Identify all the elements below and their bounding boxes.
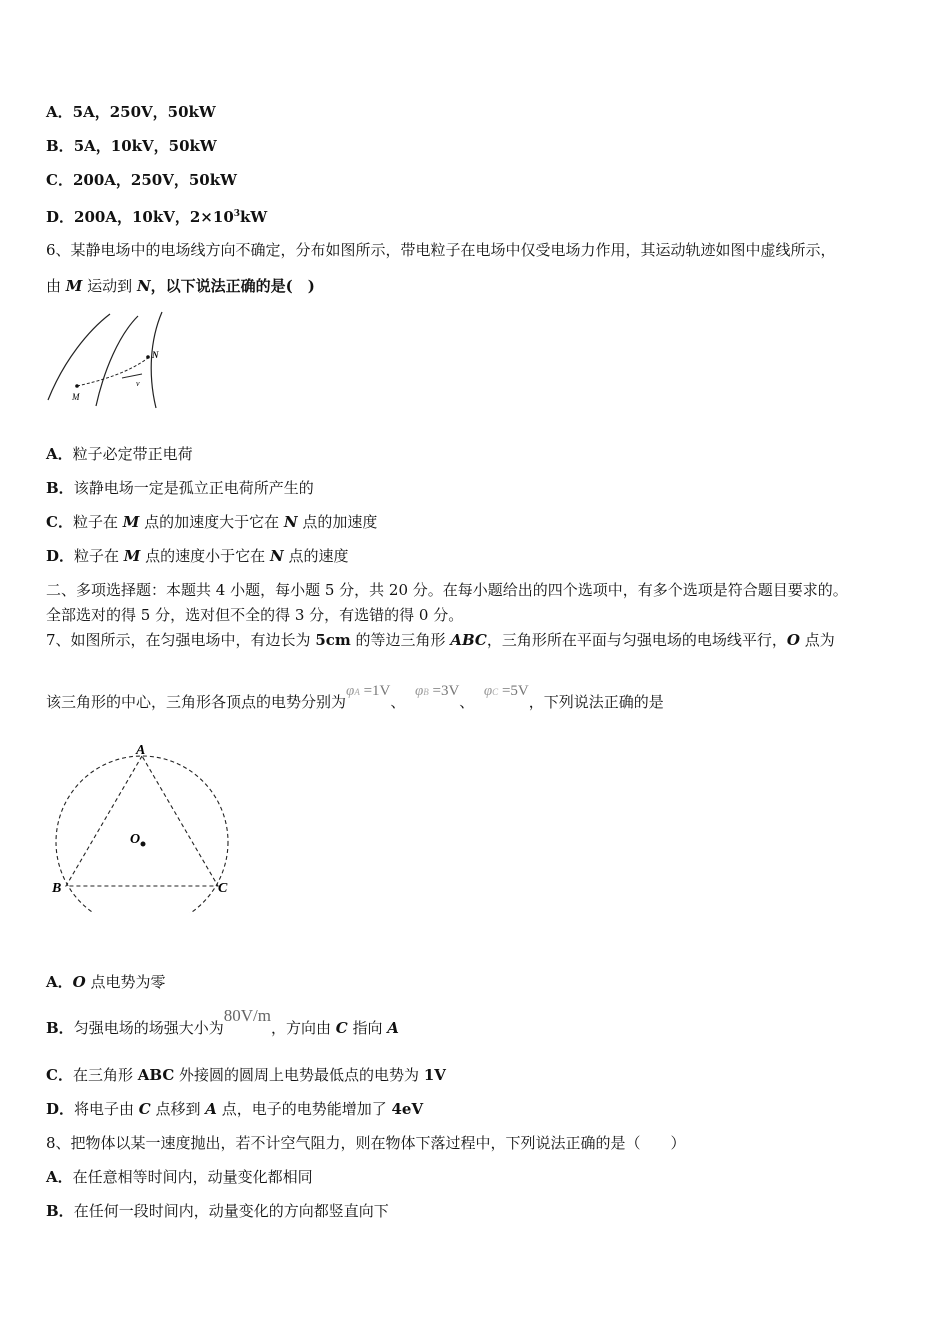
point-a: A bbox=[205, 1100, 217, 1118]
phi-value: =3V bbox=[432, 683, 460, 699]
point-c: C bbox=[138, 1100, 151, 1118]
text: 在三角形 bbox=[72, 1066, 138, 1084]
phi-sub: A bbox=[354, 687, 360, 697]
text: 点的加速度 bbox=[297, 513, 378, 531]
triangle-name: ABC bbox=[137, 1066, 175, 1084]
option-label: A． bbox=[46, 973, 73, 991]
center-o-dot bbox=[141, 842, 146, 847]
text: 该三角形的中心，三角形各顶点的电势分别为 bbox=[46, 693, 347, 711]
triangle-abc bbox=[66, 756, 218, 886]
q7-option-b bbox=[46, 1006, 399, 1038]
text: 点的加速度大于它在 bbox=[139, 513, 284, 531]
phi-sub: B bbox=[423, 687, 429, 697]
q5-option-c bbox=[46, 170, 237, 190]
option-label: A． bbox=[46, 445, 73, 463]
q5-option-b bbox=[46, 136, 217, 156]
phi-symbol: φ bbox=[483, 683, 493, 699]
text: 点的速度 bbox=[283, 547, 349, 565]
text: 粒子在 bbox=[74, 547, 124, 565]
text: 点的速度小于它在 bbox=[140, 547, 270, 565]
option-text: 粒子必定带正电荷 bbox=[72, 445, 193, 463]
phi-value: =1V bbox=[363, 683, 391, 699]
phi-symbol: φ bbox=[346, 683, 355, 699]
label-n: N bbox=[152, 350, 159, 360]
point-n: N bbox=[136, 277, 151, 295]
option-text: 5A，250V，50kW bbox=[72, 103, 216, 121]
option-label: C． bbox=[46, 1066, 73, 1084]
superscript: 3 bbox=[233, 209, 241, 219]
separator: 、 bbox=[390, 693, 406, 711]
circumcircle bbox=[56, 756, 228, 913]
q8-stem: 8、把物体以某一速度抛出，若不计空气阻力，则在物体下落过程中，下列说法正确的是（ ） bbox=[46, 1134, 686, 1152]
option-text: 该静电场一定是孤立正电荷所产生的 bbox=[73, 479, 314, 497]
point-m-dot bbox=[75, 384, 79, 388]
point-m: M bbox=[65, 277, 83, 295]
text: 匀强电场的场强大小为 bbox=[73, 1019, 224, 1037]
text: 指向 bbox=[347, 1019, 388, 1037]
q7-option-a bbox=[46, 972, 166, 992]
q6-field-figure bbox=[44, 310, 174, 410]
text: 外接圆的圆周上电势最低点的电势为 bbox=[174, 1066, 424, 1084]
option-label: C． bbox=[46, 513, 73, 531]
text: 点移到 bbox=[150, 1100, 206, 1118]
label-a: A bbox=[136, 743, 146, 758]
phi-value: =5V bbox=[501, 683, 529, 699]
section2-line2: 全部选对的得 5 分，选对但不全的得 3 分，有选错的得 0 分。 bbox=[46, 606, 464, 624]
label-b: B bbox=[52, 881, 62, 896]
label-m: M bbox=[72, 392, 80, 402]
phi-b-formula bbox=[415, 681, 459, 702]
point-m: M bbox=[123, 547, 141, 565]
option-text: 点电势为零 bbox=[85, 973, 166, 991]
option-text: 在任何一段时间内，动量变化的方向都竖直向下 bbox=[73, 1202, 389, 1220]
text: ，以下说法正确的是( ) bbox=[150, 277, 315, 295]
q5-option-a bbox=[46, 102, 216, 122]
text: 由 bbox=[46, 277, 66, 295]
point-o: O bbox=[786, 631, 800, 649]
label-v: v bbox=[136, 379, 140, 388]
q5-option-d bbox=[46, 204, 267, 227]
q8-option-a bbox=[46, 1167, 313, 1187]
q6-stem-line1: 6、某静电场中的电场线方向不确定，分布如图所示，带电粒子在电场中仅受电场力作用，其运动轨迹如图中虚线所示， bbox=[46, 241, 836, 259]
value: 1V bbox=[423, 1066, 446, 1084]
side-length: 5cm bbox=[315, 631, 351, 649]
point-n: N bbox=[269, 547, 284, 565]
option-label: B． bbox=[46, 137, 74, 155]
section2-line1: 二、多项选择题：本题共 4 小题，每小题 5 分，共 20 分。在每小题给出的四个选项中，有多个选项是符合题目要求的。 bbox=[46, 581, 848, 599]
point-n-dot bbox=[146, 355, 150, 359]
q7-stem-line2 bbox=[46, 683, 664, 714]
text: ，方向由 bbox=[270, 1019, 336, 1037]
field-strength-value: 80V/m bbox=[223, 1006, 271, 1025]
text: 的等边三角形 bbox=[350, 631, 451, 649]
point-a: A bbox=[387, 1019, 399, 1037]
point-n: N bbox=[283, 513, 298, 531]
option-label: D． bbox=[46, 547, 75, 565]
option-label: A． bbox=[46, 103, 73, 121]
label-c: C bbox=[218, 881, 228, 896]
option-label: B． bbox=[46, 1019, 74, 1037]
q7-triangle-figure bbox=[46, 738, 246, 913]
q6-option-c bbox=[46, 512, 377, 532]
text: ，下列说法正确的是 bbox=[528, 693, 664, 711]
point-m: M bbox=[122, 513, 140, 531]
phi-a-formula bbox=[346, 681, 390, 702]
field-line-3 bbox=[151, 312, 162, 408]
phi-sub: C bbox=[492, 687, 499, 697]
option-text: 200A，250V，50kW bbox=[72, 171, 237, 189]
text: 点，电子的电势能增加了 bbox=[216, 1100, 392, 1118]
option-label: A． bbox=[46, 1168, 73, 1186]
q7-option-d bbox=[46, 1099, 423, 1119]
value: 4eV bbox=[391, 1100, 424, 1118]
point-o: O bbox=[72, 973, 86, 991]
phi-c-formula bbox=[484, 681, 529, 702]
option-text: 200A，10kV，2×10 bbox=[74, 208, 234, 226]
option-text: 5A，10kV，50kW bbox=[73, 137, 217, 155]
velocity-arrow bbox=[122, 374, 142, 378]
field-line-2 bbox=[96, 316, 138, 406]
q7-option-c bbox=[46, 1065, 446, 1085]
text: 粒子在 bbox=[72, 513, 123, 531]
q6-option-a bbox=[46, 444, 193, 464]
option-label: B． bbox=[46, 1202, 74, 1220]
text: 7、如图所示，在匀强电场中，有边长为 bbox=[46, 631, 316, 649]
text: 将电子由 bbox=[74, 1100, 139, 1118]
point-c: C bbox=[335, 1019, 348, 1037]
q6-option-b bbox=[46, 478, 314, 498]
separator: 、 bbox=[459, 693, 475, 711]
triangle-name: ABC bbox=[450, 631, 487, 649]
q7-stem-line1 bbox=[46, 630, 835, 650]
phi-symbol: φ bbox=[414, 683, 424, 699]
option-label: C． bbox=[46, 171, 73, 189]
label-o: O bbox=[130, 832, 141, 847]
text: 点为 bbox=[799, 631, 835, 649]
q6-option-d bbox=[46, 546, 348, 566]
q8-option-b bbox=[46, 1201, 389, 1221]
option-label: B． bbox=[46, 479, 74, 497]
text: ，三角形所在平面与匀强电场的电场线平行， bbox=[486, 631, 787, 649]
option-text: 在任意相等时间内，动量变化都相同 bbox=[72, 1168, 313, 1186]
text: 运动到 bbox=[82, 277, 137, 295]
option-label: D． bbox=[46, 208, 75, 226]
option-label: D． bbox=[46, 1100, 75, 1118]
q6-stem-line2 bbox=[46, 276, 315, 296]
option-text-unit: kW bbox=[240, 208, 268, 226]
